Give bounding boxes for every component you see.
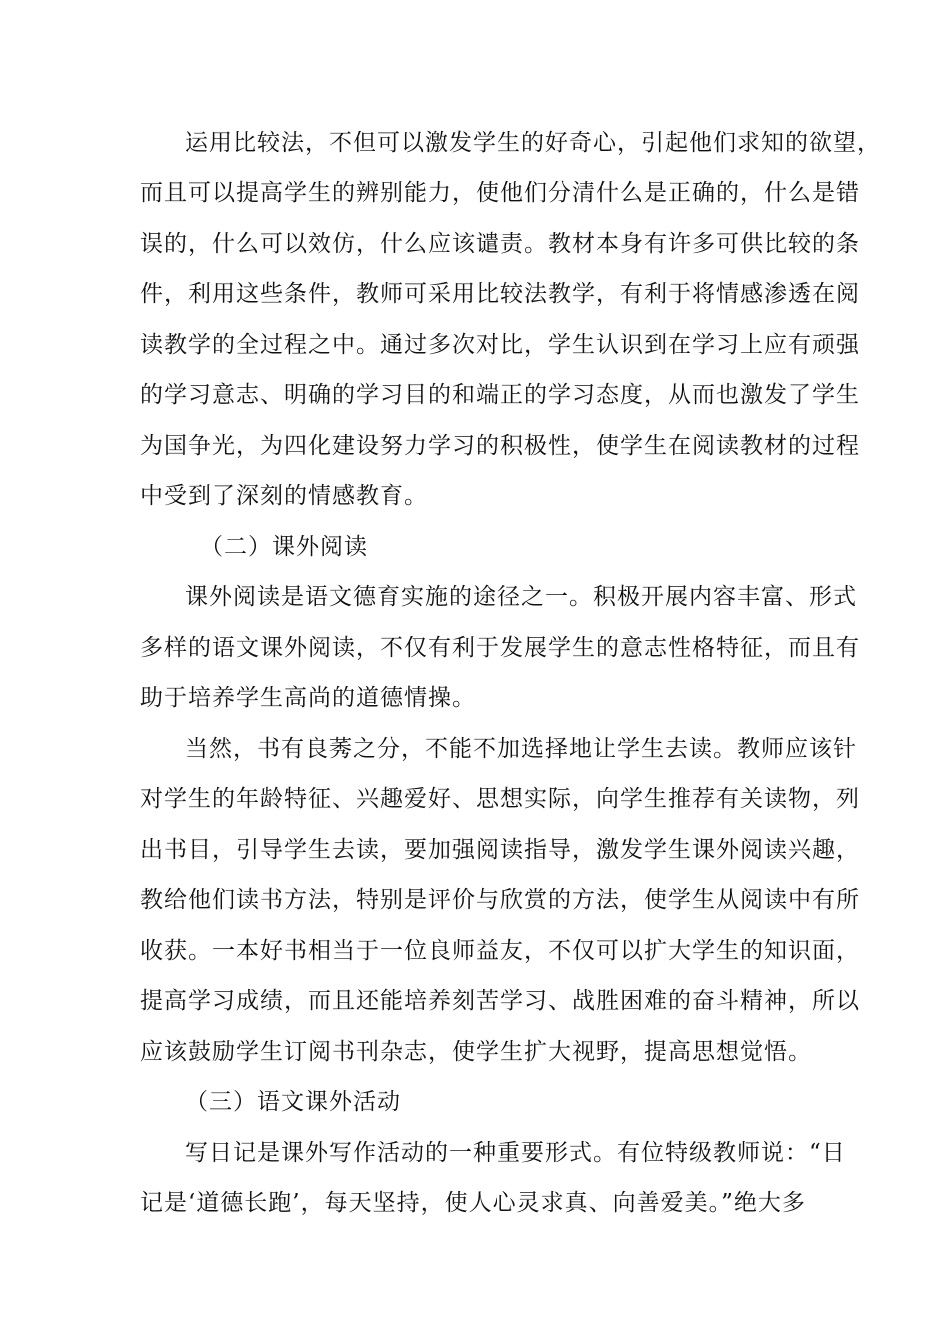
paragraph-1-line: 误的，什么可以效仿，什么应该谴责。教材本身有许多可供比较的条 [140,231,860,257]
paragraph-2-line: 课外阅读是语文德育实施的途径之一。积极开展内容丰富、形式 [185,584,857,610]
paragraph-3-line: 收获。一本好书相当于一位良师益友，不仅可以扩大学生的知识面， [140,938,860,964]
paragraph-3-line: 对学生的年龄特征、兴趣爱好、思想实际，向学生推荐有关读物，列 [140,786,860,812]
paragraph-1-line: 而且可以提高学生的辨别能力，使他们分清什么是正确的，什么是错 [140,180,860,206]
paragraph-2-line: 助于培养学生高尚的道德情操。 [140,685,476,711]
paragraph-3-line: 当然，书有良莠之分，不能不加选择地让学生去读。教师应该针 [185,736,857,762]
paragraph-2-line: 多样的语文课外阅读，不仅有利于发展学生的意志性格特征，而且有 [140,635,860,661]
paragraph-3-line: 教给他们读书方法，特别是评价与欣赏的方法，使学生从阅读中有所 [140,887,860,913]
paragraph-3-line: 出书目，引导学生去读，要加强阅读指导，激发学生课外阅读兴趣， [140,837,860,863]
paragraph-1-line: 的学习意志、明确的学习目的和端正的学习态度，从而也激发了学生 [140,382,860,408]
paragraph-3-line: 应该鼓励学生订阅书刊杂志，使学生扩大视野，提高思想觉悟。 [140,1039,812,1065]
section-heading: （二）课外阅读 [200,534,368,560]
paragraph-1-line: 中受到了深刻的情感教育。 [140,483,428,509]
paragraph-1-line: 为国争光，为四化建设努力学习的积极性，使学生在阅读教材的过程 [140,433,860,459]
paragraph-4-line: 写日记是课外写作活动的一种重要形式。有位特级教师说：“日 [185,1140,846,1166]
paragraph-1-line: 读教学的全过程之中。通过多次对比，学生认识到在学习上应有顽强 [140,332,860,358]
paragraph-1-line: 件，利用这些条件，教师可采用比较法教学，有利于将情感渗透在阅 [140,281,860,307]
paragraph-4-line: 记是‘道德长跑’，每天坚持，使人心灵求真、向善爱美。”绝大多 [140,1190,806,1216]
paragraph-1-line: 运用比较法，不但可以激发学生的好奇心，引起他们求知的欲望， [185,130,881,156]
section-heading: （三）语文课外活动 [185,1089,401,1115]
paragraph-3-line: 提高学习成绩，而且还能培养刻苦学习、战胜困难的奋斗精神，所以 [140,988,860,1014]
